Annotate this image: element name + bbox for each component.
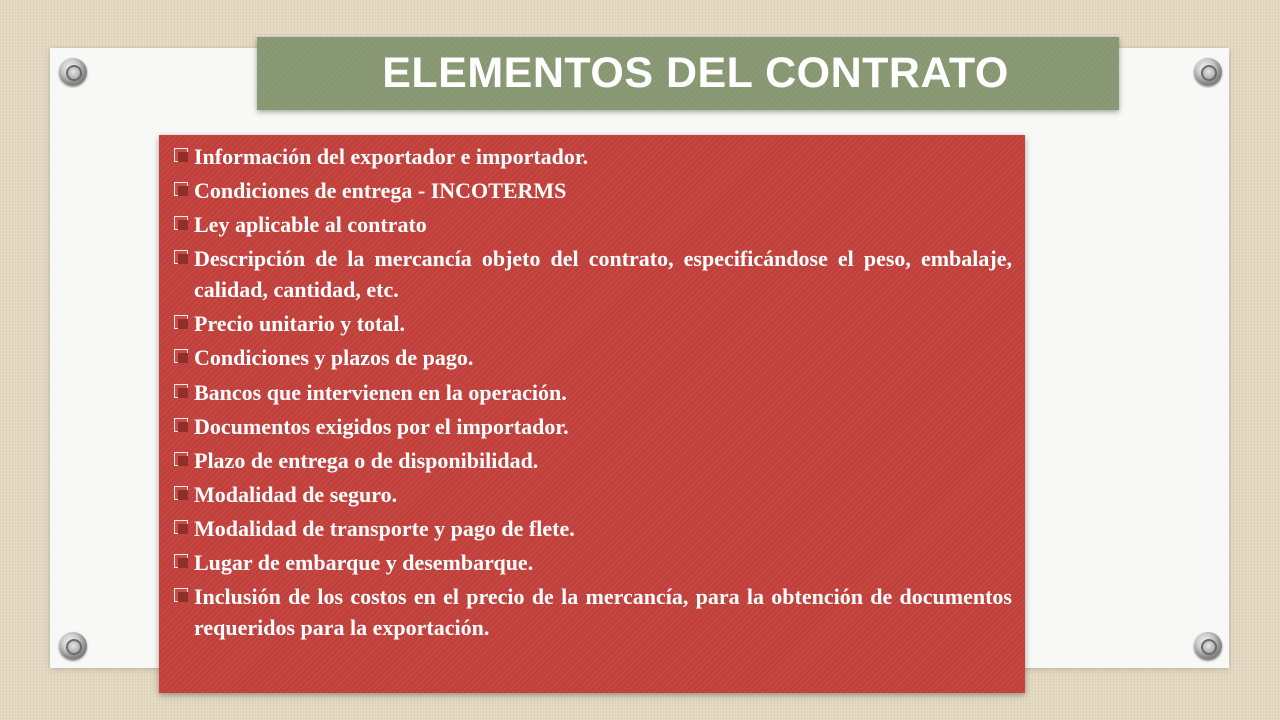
square-bullet-icon — [174, 418, 188, 432]
content-box — [159, 135, 1025, 693]
bullet-item — [174, 513, 1012, 544]
rivet-bottom-right-icon — [1194, 632, 1222, 660]
bullet-item — [174, 445, 1012, 476]
bullet-item — [174, 209, 1012, 240]
title-banner — [257, 37, 1119, 110]
square-bullet-icon — [174, 182, 188, 196]
square-bullet-icon — [174, 588, 188, 602]
square-bullet-icon — [174, 384, 188, 398]
square-bullet-icon — [174, 554, 188, 568]
rivet-bottom-left-icon — [59, 632, 87, 660]
bullet-text: Ley aplicable al contrato — [194, 212, 427, 238]
bullet-text: Bancos que intervienen en la operación. — [194, 379, 567, 405]
bullet-text: Precio unitario y total. — [194, 311, 405, 337]
square-bullet-icon — [174, 315, 188, 329]
bullet-text: Modalidad de transporte y pago de flete. — [194, 515, 575, 541]
bullet-item — [174, 411, 1012, 442]
bullet-text: Información del exportador e importador. — [194, 144, 589, 169]
bullet-item — [174, 377, 1012, 408]
bullet-text: Plazo de entrega o de disponibilidad. — [194, 447, 539, 473]
slide-title: ELEMENTOS DEL CONTRATO — [382, 49, 1009, 97]
bullet-list — [174, 141, 1012, 643]
rivet-top-right-icon — [1194, 58, 1222, 86]
bullet-item — [174, 342, 1012, 373]
square-bullet-icon — [174, 349, 188, 363]
bullet-item — [174, 308, 1012, 339]
bullet-text: Modalidad de seguro. — [194, 481, 398, 507]
bullet-text: Condiciones y plazos de pago. — [194, 345, 474, 371]
square-bullet-icon — [174, 452, 188, 466]
bullet-text: Inclusión de los costos en el precio de la mercancía, para la obtención de documentos requeridos para la exportación. — [194, 584, 1012, 641]
rivet-top-left-icon — [59, 58, 87, 86]
bullet-item — [174, 141, 1012, 172]
bullet-item — [174, 243, 1012, 305]
bullet-text: Condiciones de entrega - INCOTERMS — [194, 178, 567, 204]
bullet-item — [174, 547, 1012, 578]
bullet-text: Documentos exigidos por el importador. — [194, 413, 569, 439]
bullet-text: Descripción de la mercancía objeto del contrato, especificándose el peso, embalaje, calidad, cantidad, etc. — [194, 246, 1012, 303]
bullet-item — [174, 479, 1012, 510]
bullet-text: Lugar de embarque y desembarque. — [194, 550, 534, 576]
square-bullet-icon — [174, 250, 188, 264]
square-bullet-icon — [174, 216, 188, 230]
bullet-item — [174, 581, 1012, 643]
square-bullet-icon — [174, 486, 188, 500]
square-bullet-icon — [174, 148, 188, 162]
bullet-item — [174, 175, 1012, 206]
square-bullet-icon — [174, 520, 188, 534]
